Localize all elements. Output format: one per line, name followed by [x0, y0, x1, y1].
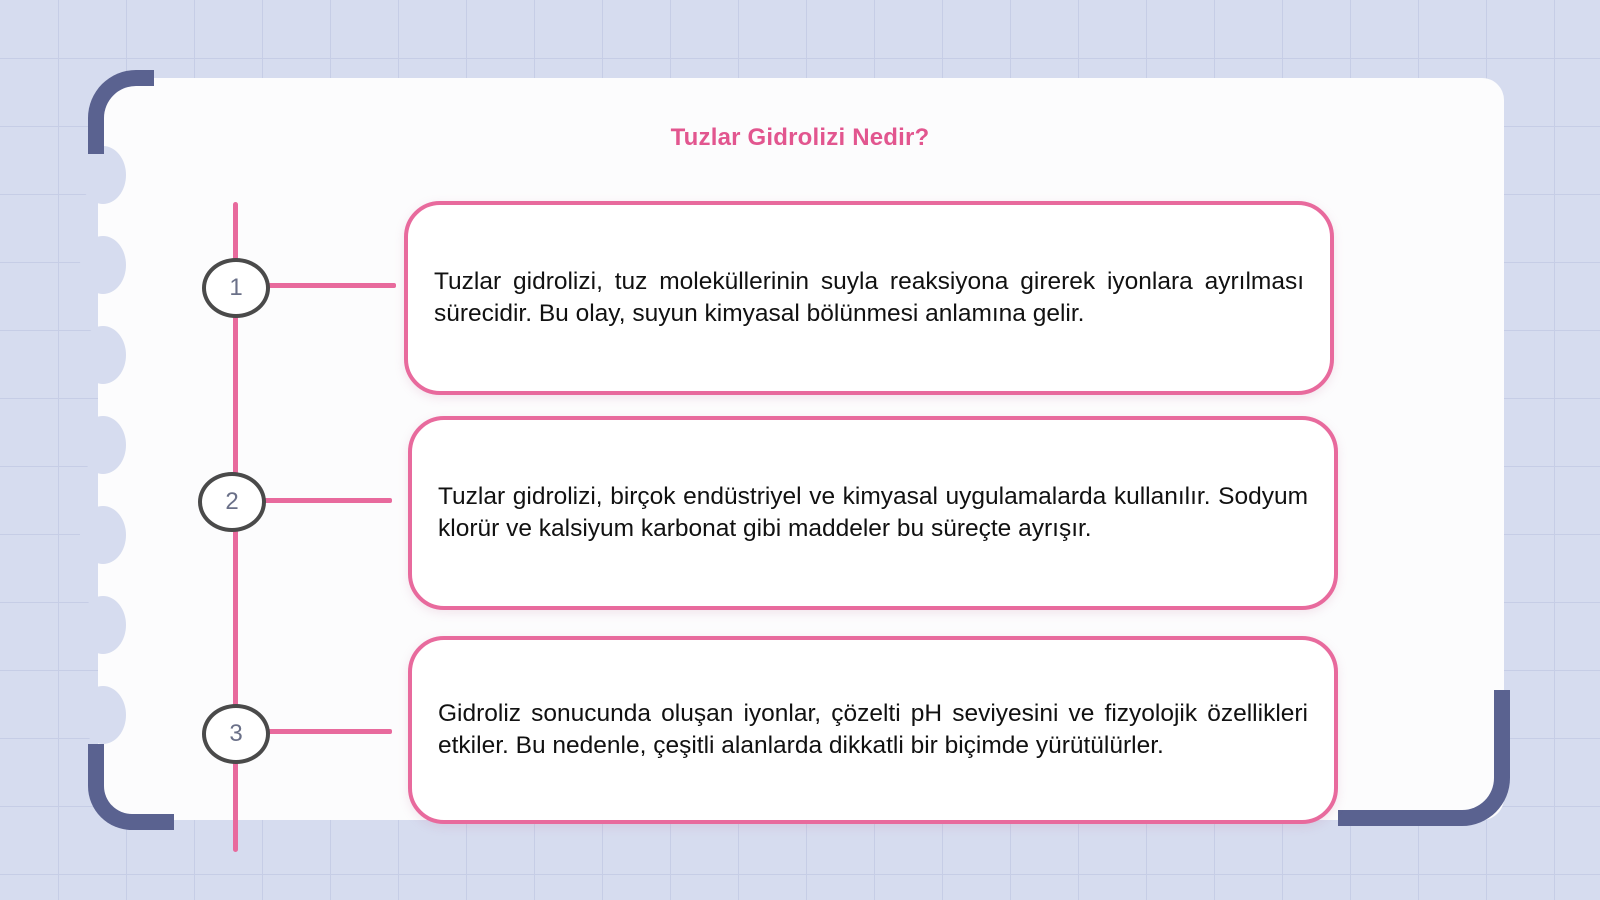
paper-edge-notch [80, 326, 126, 384]
step-number-1: 1 [202, 258, 270, 318]
frame-corner-bottom-right [1338, 690, 1510, 826]
paper-edge-notch [80, 236, 126, 294]
step-text-3: Gidroliz sonucunda oluşan iyonlar, çözelti pH seviyesini ve fizyolojik özellikleri etkiler. Bu nedenle, çeşitli alanlarda dikkatli bir biçimde yürütülürler. [438, 700, 1308, 759]
step-connector [264, 498, 392, 503]
page-title: Tuzlar Gidrolizi Nedir? [670, 124, 930, 151]
step-number-3: 3 [202, 704, 270, 764]
step-connector [268, 283, 396, 288]
step-card-1 [404, 201, 1334, 395]
paper-edge-notch [80, 596, 126, 654]
paper-edge-notch [80, 506, 126, 564]
frame-corner-bottom-left [88, 744, 174, 830]
paper-edge-notch [80, 146, 126, 204]
step-connector [266, 729, 392, 734]
step-card-3 [408, 636, 1338, 824]
paper-edge-notch [80, 416, 126, 474]
step-card-2 [408, 416, 1338, 610]
step-text-1: Tuzlar gidrolizi, tuz moleküllerinin suyla reaksiyona girerek iyonlara ayrılması sürecidir. Bu olay, suyun kimyasal bölünmesi anlamına gelir. [434, 268, 1304, 327]
step-number-2: 2 [198, 472, 266, 532]
paper-edge-notch [80, 686, 126, 744]
step-text-2: Tuzlar gidrolizi, birçok endüstriyel ve kimyasal uygulamalarda kullanılır. Sodyum klorür ve kalsiyum karbonat gibi maddeler bu süreçte ayrışır. [438, 483, 1308, 542]
